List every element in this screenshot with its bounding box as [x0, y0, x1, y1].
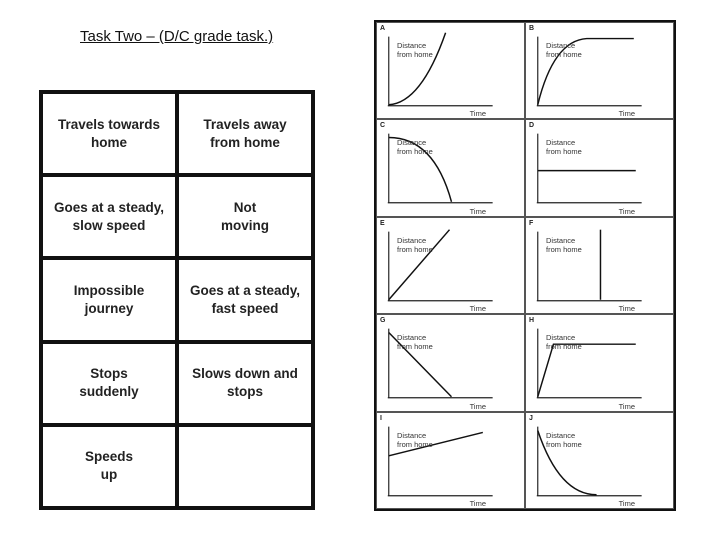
graph-plot: [377, 315, 524, 410]
graph-grid: [374, 20, 676, 511]
graph-cell: [376, 22, 525, 119]
statement-card: Travels towards home: [41, 92, 177, 175]
graph-cell: [376, 412, 525, 509]
graph-letter: C: [380, 122, 386, 130]
graph-plot: [526, 120, 673, 215]
statement-card: Not moving: [177, 175, 313, 258]
x-axis-label: Time: [469, 206, 486, 216]
statement-card: Stops suddenly: [41, 342, 177, 425]
graph-letter: A: [380, 25, 386, 32]
graph-plot: [526, 315, 673, 410]
x-axis-label: Time: [469, 401, 486, 411]
y-axis-label: Distance from home: [546, 333, 582, 352]
statement-card-grid: [39, 90, 315, 510]
x-axis-label: Time: [618, 109, 635, 119]
graph-cell: [525, 412, 674, 509]
statement-card: Slows down and stops: [177, 342, 313, 425]
page-title: Task Two – (D/C grade task.): [80, 28, 274, 45]
y-axis-label: Distance from home: [397, 138, 433, 157]
statement-card: Goes at a steady, fast speed: [177, 258, 313, 341]
y-axis-label: Distance from home: [546, 138, 582, 157]
statement-card-empty: [177, 425, 313, 508]
graph-cell: [376, 217, 525, 314]
graph-plot: [526, 218, 673, 313]
graph-letter: J: [529, 414, 533, 422]
y-axis-label: Distance from home: [397, 235, 433, 254]
graph-cell: [525, 217, 674, 314]
x-axis-label: Time: [618, 206, 635, 216]
graph-letter: G: [380, 317, 386, 325]
graph-cell: [376, 119, 525, 216]
graph-letter: B: [529, 25, 535, 32]
graph-curve: [538, 344, 636, 397]
x-axis-label: Time: [469, 304, 486, 314]
statement-card: Goes at a steady, slow speed: [41, 175, 177, 258]
graph-plot: [377, 413, 524, 508]
y-axis-label: Distance from home: [546, 430, 582, 449]
y-axis-label: Distance from home: [397, 333, 433, 352]
x-axis-label: Time: [618, 499, 635, 508]
graph-plot: [377, 120, 524, 215]
x-axis-label: Time: [618, 401, 635, 411]
graph-letter: D: [529, 122, 535, 130]
graph-plot: [526, 413, 673, 508]
statement-card: Impossible journey: [41, 258, 177, 341]
graph-letter: F: [529, 219, 534, 227]
graph-cell: [525, 22, 674, 119]
y-axis-label: Distance from home: [397, 430, 433, 449]
graph-letter: I: [380, 414, 382, 422]
graph-letter: H: [529, 317, 535, 325]
y-axis-label: Distance from home: [546, 235, 582, 254]
graph-letter: E: [380, 219, 385, 227]
statement-card: Speeds up: [41, 425, 177, 508]
graph-plot: [377, 23, 524, 118]
graph-plot: [377, 218, 524, 313]
graph-cell: [525, 314, 674, 411]
graph-cell: [525, 119, 674, 216]
graph-plot: [526, 23, 673, 118]
x-axis-label: Time: [469, 109, 486, 119]
y-axis-label: Distance from home: [546, 41, 582, 59]
graph-cell: [376, 314, 525, 411]
x-axis-label: Time: [469, 499, 486, 508]
y-axis-label: Distance from home: [397, 41, 433, 59]
statement-card: Travels away from home: [177, 92, 313, 175]
x-axis-label: Time: [618, 304, 635, 314]
